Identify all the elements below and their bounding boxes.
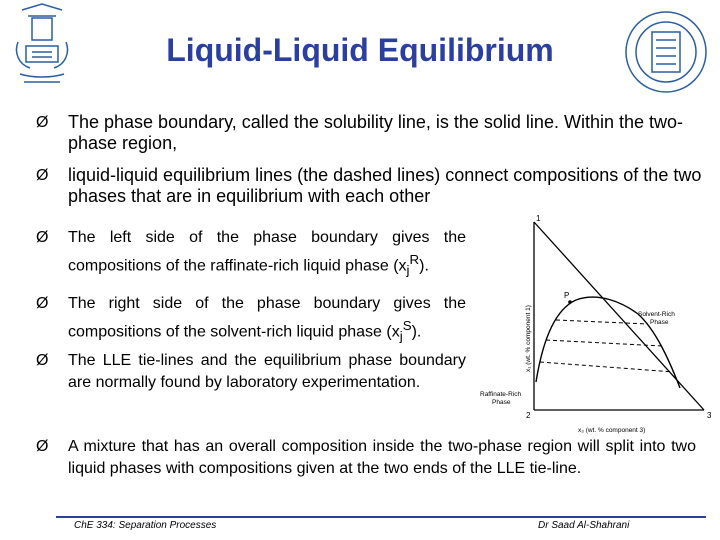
- ternary-phase-diagram: [474, 212, 716, 438]
- tie-line: [556, 320, 648, 324]
- bullet-text: liquid-liquid equilibrium lines (the dashed lines) connect compositions of the two phases that are in equilibrium with each other: [68, 165, 702, 206]
- x-axis-label: x₃ (wt. % component 3): [578, 427, 646, 434]
- diagram-hypotenuse: [534, 222, 704, 410]
- footer-course: ChE 334: Separation Processes: [74, 520, 217, 531]
- footer-divider: [56, 516, 706, 518]
- raffinate-rich-label: Raffinate-Rich: [480, 391, 522, 398]
- arrow-bullet-icon: Ø: [36, 352, 49, 369]
- arrow-bullet-icon: Ø: [36, 229, 49, 246]
- plait-point-marker: [568, 300, 572, 304]
- footer-author: Dr Saad Al-Shahrani: [538, 520, 630, 531]
- vertex-label-bottom-left: 2: [526, 411, 531, 420]
- bullet-text: A mixture that has an overall composition inside the two-phase region will split into two liquid phases with compositions given at the two ends of the LLE tie-line.: [68, 438, 696, 477]
- solvent-rich-label: Solvent-Rich: [638, 311, 675, 318]
- arrow-bullet-icon: Ø: [36, 438, 49, 455]
- arrow-bullet-icon: Ø: [36, 295, 49, 312]
- solvent-rich-label-phase: Phase: [650, 319, 669, 326]
- vertex-label-top: 1: [536, 214, 541, 223]
- tie-line: [540, 362, 674, 372]
- point-label-p: P: [564, 291, 570, 300]
- vertex-label-bottom-right: 3: [707, 411, 712, 420]
- bullet-text: The left side of the phase boundary gives the compositions of the raffinate-rich liquid phase $(x_j^R)$.: [68, 229, 466, 278]
- page-title: Liquid-Liquid Equilibrium: [166, 32, 554, 68]
- tie-line: [546, 340, 662, 346]
- y-axis-label: x₁ (wt. % component 1): [525, 305, 532, 372]
- bullet-text: The LLE tie-lines and the equilibrium phase boundary are normally found by laboratory experimentation.: [68, 352, 466, 391]
- arrow-bullet-icon: Ø: [36, 167, 49, 184]
- raffinate-rich-label-phase: Phase: [492, 399, 511, 406]
- arrow-bullet-icon: Ø: [36, 114, 49, 131]
- bullet-text: The phase boundary, called the solubility line, is the solid line. Within the two-phase region,: [68, 112, 683, 153]
- bullet-text: The right side of the phase boundary gives the compositions of the solvent-rich liquid phase $(x_j^S)$.: [68, 295, 466, 344]
